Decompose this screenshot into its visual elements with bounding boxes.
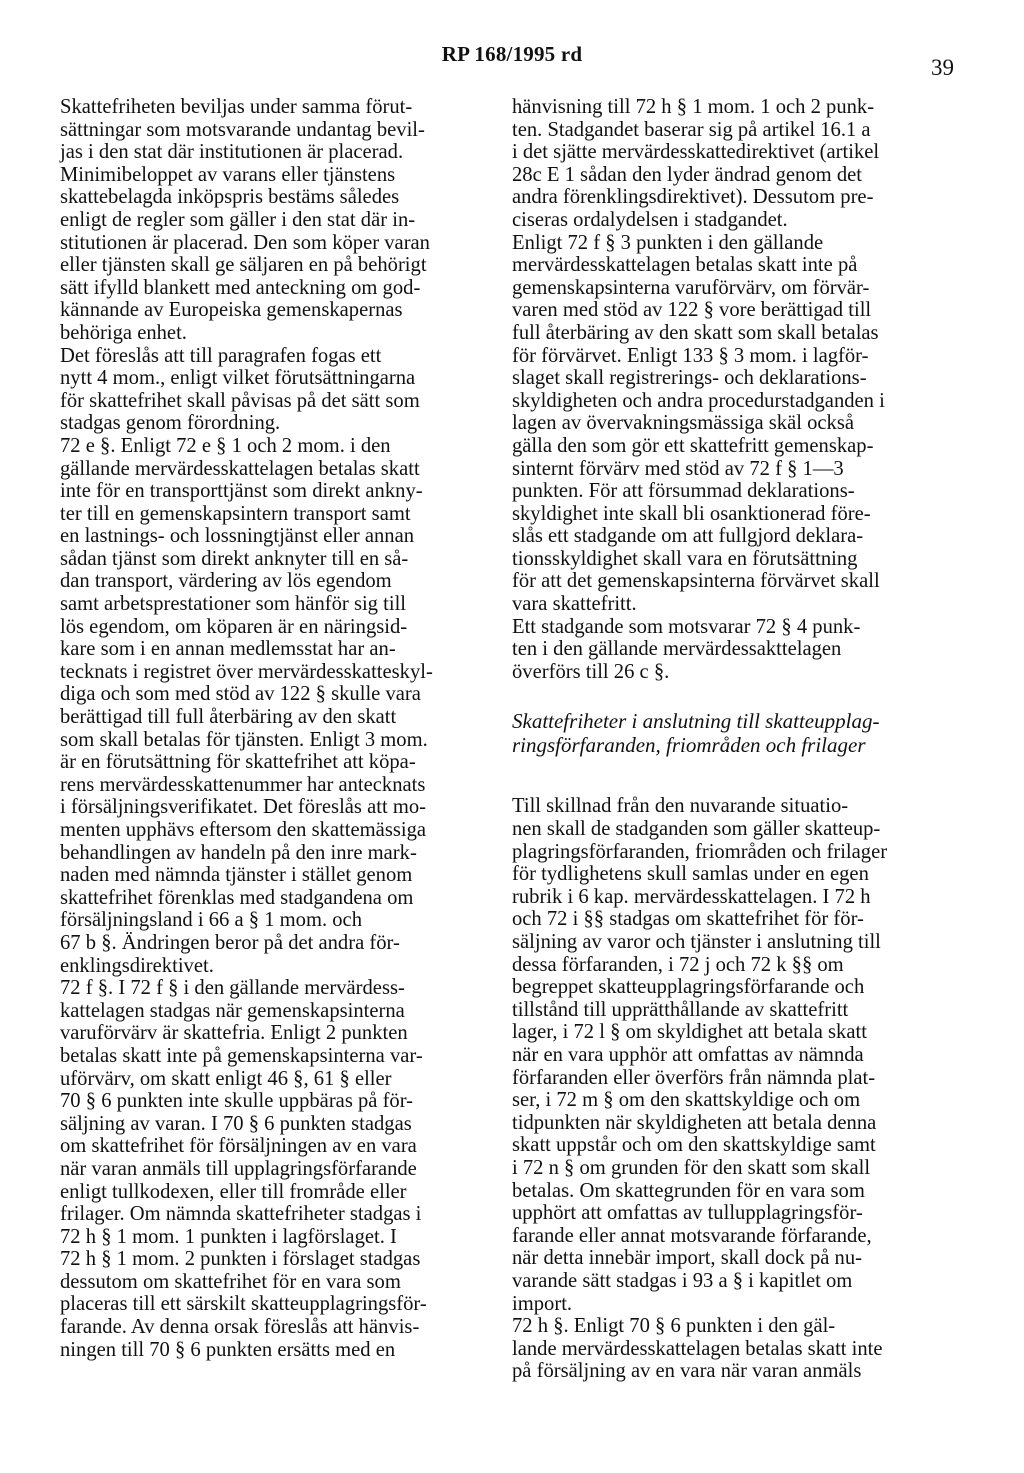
text-line: lagen av övervakningsmässiga skäl också [512,412,854,435]
text-line: begreppet skatteupplagringsförfarande och [512,976,865,999]
text-line: rens mervärdesskattenummer har antecknats [60,773,426,796]
text-line: varuförvärv är skattefria. Enligt 2 punkten [60,1022,408,1045]
text-line: sådan tjänst som direkt anknyter till en så- [60,547,409,570]
text-line: för att det gemenskapsinterna förvärvet skall [512,570,880,593]
text-line: en lastnings- och lossningtjänst eller annan [60,525,415,548]
text-line: gällande mervärdesskattelagen betalas skatt [60,457,420,480]
text-line: lande mervärdesskattelagen betalas skatt inte [512,1337,883,1360]
text-line: enligt tullkodexen, eller till frområde eller [60,1180,407,1203]
text-line: upphört att omfattas av tullupplagringsför- [512,1202,863,1225]
text-line: skyldigheten och andra procedurstadganden i [512,389,885,412]
text-line: Det föreslås att till paragrafen fogas ett [60,344,382,367]
text-line: 72 h § 1 mom. 2 punkten i förslaget stadgas [60,1248,421,1271]
text-line: kännande av Europeiska gemenskapernas [60,299,403,322]
text-line: 72 h §. Enligt 70 § 6 punkten i den gäl- [512,1315,836,1338]
text-line: varande sätt stadgas i 93 a § i kapitlet om [512,1269,853,1292]
text-line: farande. Av denna orsak föreslås att hänvis- [60,1316,420,1339]
text-line: kare som i en annan medlemsstat har an- [60,638,396,661]
text-line: säljning av varor och tjänster i anslutning till [512,931,881,953]
text-line: varen med stöd av 122 § vore berättigad till [512,299,872,322]
text-line: ten. Stadgandet baserar sig på artikel 16.1 a [512,118,871,141]
text-line: stitutionen är placerad. Den som köper varan [60,231,430,254]
text-line: jas i den stat där institutionen är placerad. [60,141,404,164]
right-column-top-text [512,96,953,683]
text-line: behöriga enhet. [60,321,187,344]
text-line: tidpunkten när skyldigheten att betala denna [512,1111,877,1134]
text-line: tillstånd till upprätthållande av skattefritt [512,998,849,1021]
text-line: nytt 4 mom., enligt vilket förutsättningarna [60,367,416,390]
text-line: samt arbetsprestationer som hänför sig till [60,593,407,616]
text-line: ter till en gemenskapsintern transport samt [60,502,411,525]
text-line: och 72 i §§ stadgas om skattefrihet för för- [512,908,864,931]
text-line: 72 h § 1 mom. 1 punkten i lagförslaget. I [60,1225,397,1248]
text-line: betalas skatt inte på gemenskapsinterna var- [60,1044,423,1067]
text-line: i 72 n § om grunden för den skatt som skall [512,1156,871,1179]
text-line: ningen till 70 § 6 punkten ersätts med en [60,1338,396,1361]
text-line: 70 § 6 punkten inte skulle uppbäras på för- [60,1090,414,1113]
text-line: berättigad till full återbäring av den skatt [60,706,397,729]
text-line: är en förutsättning för skattefrihet att köpa- [60,751,416,774]
text-line: försäljningsland i 66 a § 1 mom. och [60,909,362,932]
text-line: menten upphävs eftersom den skattemässiga [60,819,427,841]
text-line: placeras till ett särskilt skatteupplagringsför- [60,1293,427,1316]
text-line: på försäljning av en vara när varan anmäls [512,1360,862,1383]
text-line: import. [512,1292,573,1315]
text-line: diga och som med stöd av 122 § skulle vara [60,683,421,706]
text-line: full återbäring av den skatt som skall betalas [512,321,879,344]
text-line: stadgas genom förordning. [60,412,281,435]
text-line: nen skall de stadganden som gäller skatteup- [512,818,881,841]
text-line: tecknats i registret över mervärdesskatteskyl- [60,660,433,683]
text-line: ten i den gällande mervärdessakttelagen [512,638,842,661]
text-line: för förvärvet. Enligt 133 § 3 mom. i lagför- [512,344,869,367]
text-line: skyldighet inte skall bli osanktionerad före- [512,502,871,525]
text-line: gälla den som gör ett skattefritt gemenskap- [512,434,874,457]
text-line: enligt de regler som gäller i den stat där in- [60,208,416,231]
page-number: 39 [931,55,954,80]
text-line: dessutom om skattefrihet för en vara som [60,1270,401,1293]
text-line: överförs till 26 c §. [512,660,670,683]
right-column-bottom-text [512,795,953,1382]
text-line: ciseras ordalydelsen i stadgandet. [512,208,788,231]
text-line: Enligt 72 f § 3 punkten i den gällande [512,231,824,254]
text-line: gemenskapsinterna varuförvärv, om förvär- [512,276,870,299]
text-line: för tydlighetens skull samlas under en egen [512,863,869,886]
text-line: hänvisning till 72 h § 1 mom. 1 och 2 punk- [512,96,875,118]
text-line: mervärdesskattelagen betalas skatt inte på [512,254,858,277]
text-line: punkten. För att försummad deklarations- [512,480,855,503]
right-text-column [512,96,953,1383]
text-line: betalas. Om skattegrunden för en vara som [512,1179,865,1202]
text-line: förfaranden eller överförs från nämnda plat- [512,1066,876,1089]
text-line: Ett stadgande som motsvarar 72 § 4 punk- [512,615,861,638]
text-line: Skattefriheter i anslutning till skatteupplag- [512,709,880,734]
left-text-column [60,96,486,1361]
text-line: Till skillnad från den nuvarande situatio- [512,795,849,818]
text-line: lager, i 72 l § om skyldighet att betala skatt [512,1021,867,1044]
text-line: uförvärv, om skatt enligt 46 §, 61 § eller [60,1067,392,1090]
text-line: för skattefrihet skall påvisas på det sätt som [60,389,420,412]
text-line: rubrik i 6 kap. mervärdesskattelagen. I 72 h [512,885,871,908]
text-line: i det sjätte mervärdesskattedirektivet (artikel [512,141,880,164]
text-line: farande eller annat motsvarande förfarande, [512,1224,872,1247]
text-line: lös egendom, om köparen är en näringsid- [60,615,408,638]
text-line: i försäljningsverifikatet. Det föreslås att mo- [60,796,427,819]
text-line: som skall betalas för tjänsten. Enligt 3 mom. [60,728,428,751]
text-line: enklingsdirektivet. [60,954,214,977]
text-line: dessa förfaranden, i 72 j och 72 k §§ om [512,953,844,976]
page-header-title: RP 168/1995 rd [441,42,583,66]
text-line: ringsförfaranden, friområden och frilager [512,733,866,758]
text-line: skattebelagda inköpspris bestäms således [60,186,400,209]
text-line: andra förenklingsdirektivet). Dessutom pre- [512,186,874,209]
text-line: naden med nämnda tjänster i stället genom [60,864,413,887]
text-line: tionsskyldighet skall vara en förutsättning [512,547,858,570]
text-line: slaget skall registrerings- och deklarations- [512,367,867,390]
text-line: säljning av varan. I 70 § 6 punkten stadgas [60,1112,412,1135]
text-line: vara skattefritt. [512,593,637,616]
text-line: om skattefrihet för försäljningen av en vara [60,1135,417,1158]
text-line: sättningar som motsvarande undantag bevil- [60,118,425,141]
text-line: Minimibeloppet av varans eller tjänstens [60,163,396,186]
text-line: kattelagen stadgas när gemenskapsinterna [60,999,405,1022]
text-line: sätt ifylld blankett med anteckning om god- [60,276,421,299]
text-line: när detta innebär import, skall dock på nu- [512,1247,862,1270]
text-line: 28c E 1 sådan den lyder ändrad genom det [512,163,862,186]
text-line: 72 e §. Enligt 72 e § 1 och 2 mom. i den [60,434,391,457]
text-line: 67 b §. Ändringen beror på det andra för- [60,931,400,954]
text-line: skatt uppstår och om den skattskyldige samt [512,1134,876,1157]
text-line: slås ett stadgande om att fullgjord deklara- [512,525,864,548]
text-line: när en vara upphör att omfattas av nämnda [512,1043,864,1066]
text-line: dan transport, värdering av lös egendom [60,570,392,593]
text-line: skattefrihet förenklas med stadgandena om [60,886,414,909]
text-line: sinternt förvärv med stöd av 72 f § 1—3 [512,457,844,480]
section-heading [512,709,953,757]
text-line: eller tjänsten skall ge säljaren en på behörigt [60,254,427,277]
text-line: frilager. Om nämnda skattefriheter stadgas i [60,1203,422,1226]
text-line: 72 f §. I 72 f § i den gällande mervärdess- [60,977,405,1000]
text-line: ser, i 72 m § om den skattskyldige och om [512,1089,861,1112]
text-line: när varan anmäls till upplagringsförfarande [60,1157,417,1180]
text-line: behandlingen av handeln på den inre mark- [60,841,417,864]
text-line: Skattefriheten beviljas under samma förut- [60,96,413,118]
text-line: inte för en transporttjänst som direkt ankny- [60,480,423,503]
text-line: plagringsförfaranden, friområden och frilager [512,840,888,863]
